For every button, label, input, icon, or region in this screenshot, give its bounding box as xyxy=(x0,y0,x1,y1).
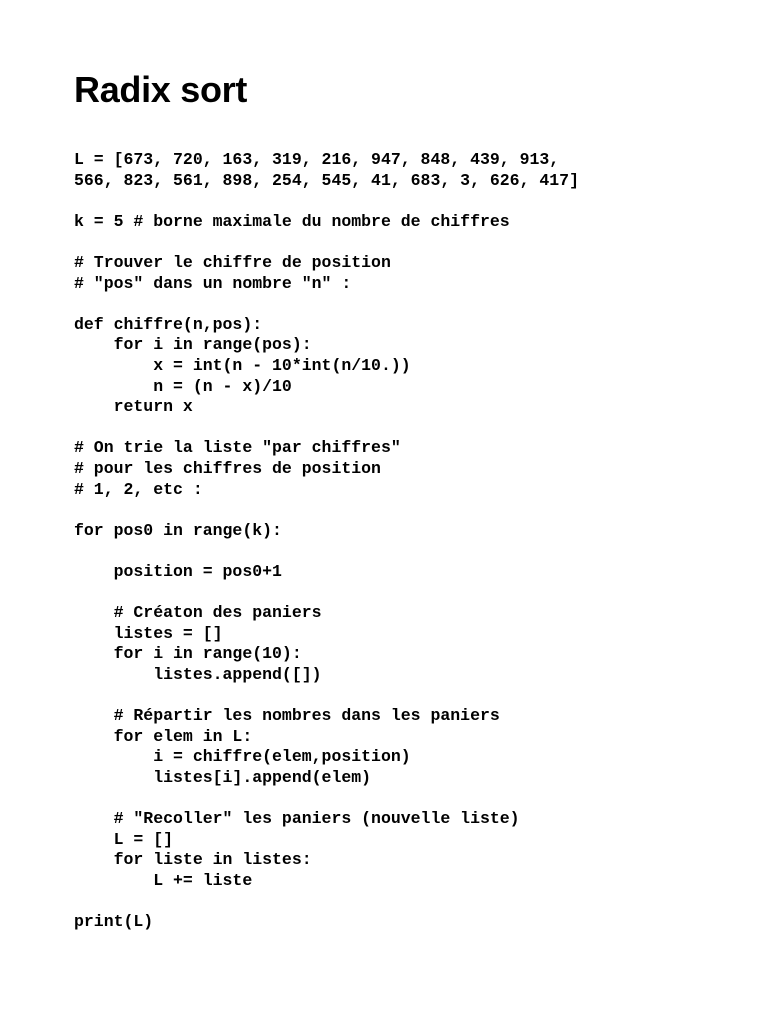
code-line xyxy=(74,294,579,315)
code-line: # Créaton des paniers xyxy=(74,603,322,623)
code-line: x = int(n - 10*int(n/10.)) xyxy=(74,355,411,375)
code-line: position = pos0+1 xyxy=(74,561,282,581)
code-line: # pour les chiffres de position xyxy=(74,458,381,478)
code-line: listes[i].append(elem) xyxy=(74,767,372,787)
code-line: for liste in listes: xyxy=(74,850,312,870)
code-line: return x xyxy=(74,397,193,417)
code-line: for elem in L: xyxy=(74,726,253,746)
code-line xyxy=(74,685,579,706)
code-line: for i in range(pos): xyxy=(74,335,312,355)
code-line: # "pos" dans un nombre "n" : xyxy=(74,273,352,293)
code-line xyxy=(74,418,579,439)
code-line: # Répartir les nombres dans les paniers xyxy=(74,706,500,726)
code-line: L = [673, 720, 163, 319, 216, 947, 848, 439, 913, xyxy=(74,150,560,169)
code-line: L += liste xyxy=(74,870,253,890)
code-line xyxy=(74,541,579,562)
code-line: listes.append([]) xyxy=(74,664,322,684)
code-line xyxy=(74,582,579,603)
code-line: 566, 823, 561, 898, 254, 545, 41, 683, 3, 626, 417] xyxy=(74,170,579,190)
code-line: # On trie la liste "par chiffres" xyxy=(74,438,401,458)
code-line: for pos0 in range(k): xyxy=(74,520,282,540)
page-title: Radix sort xyxy=(74,69,248,110)
code-line: i = chiffre(elem,position) xyxy=(74,747,411,767)
code-line: def chiffre(n,pos): xyxy=(74,314,263,334)
code-line: # Trouver le chiffre de position xyxy=(74,252,391,272)
code-line xyxy=(74,232,579,253)
code-line: print(L) xyxy=(74,911,154,931)
code-line: L = [] xyxy=(74,829,174,849)
code-line: k = 5 # borne maximale du nombre de chiffres xyxy=(74,211,510,231)
code-line xyxy=(74,891,579,912)
code-line: # "Recoller" les paniers (nouvelle liste) xyxy=(74,809,520,828)
code-line: listes = [] xyxy=(74,623,223,643)
code-line xyxy=(74,788,579,809)
code-line xyxy=(74,500,579,521)
code-block xyxy=(74,150,579,933)
code-line: # 1, 2, etc : xyxy=(74,479,203,499)
code-line: for i in range(10): xyxy=(74,644,302,664)
code-line: n = (n - x)/10 xyxy=(74,376,292,396)
code-line xyxy=(74,191,579,212)
